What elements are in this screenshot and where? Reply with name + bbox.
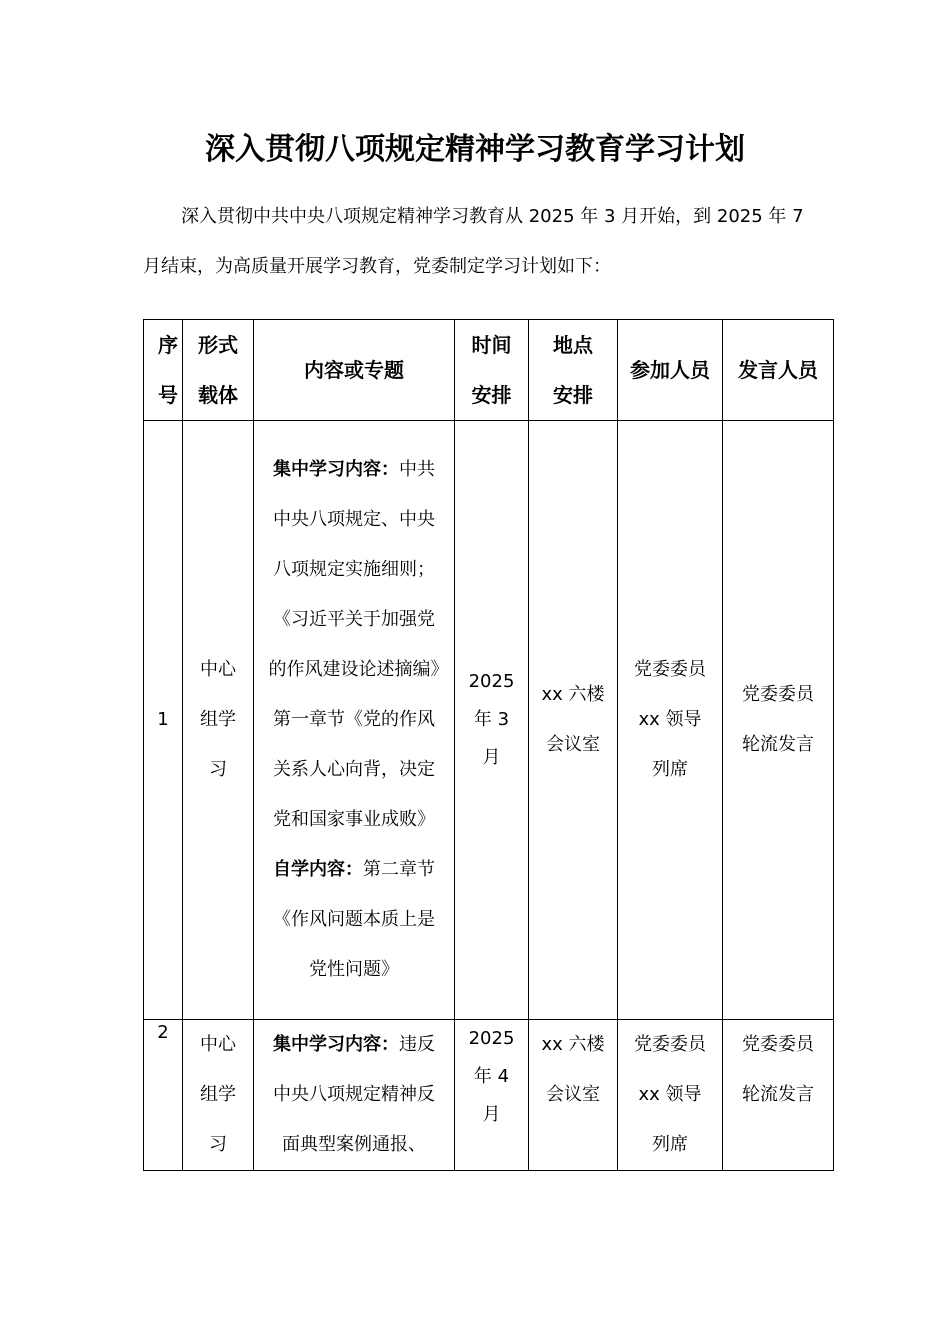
page-title: 深入贯彻八项规定精神学习教育学习计划 (205, 132, 745, 167)
header-time: 时间安排 (455, 320, 529, 421)
cell-speakers: 党委委员轮流发言 (723, 421, 834, 1020)
cell-place: xx 六楼会议室 (529, 1020, 618, 1171)
content-label-self: 自学内容： (273, 859, 363, 880)
content-text-focused: 违反中央八项规定精神反面典型案例通报、 (273, 1034, 435, 1155)
cell-no: 1 (144, 421, 183, 1020)
content-label-focused: 集中学习内容： (273, 459, 399, 480)
cell-time: 2025 年 3 月 (455, 421, 529, 1020)
cell-attendees: 党委委员 xx 领导列席 (618, 421, 723, 1020)
cell-time: 2025 年 4 月 (455, 1020, 529, 1171)
header-no: 序号 (144, 320, 183, 421)
header-content: 内容或专题 (254, 320, 455, 421)
cell-form: 中心组学习 (183, 1020, 254, 1171)
cell-form: 中心组学习 (183, 421, 254, 1020)
header-form: 形式载体 (183, 320, 254, 421)
content-label-focused: 集中学习内容： (273, 1034, 399, 1055)
header-place: 地点安排 (529, 320, 618, 421)
header-attendees: 参加人员 (618, 320, 723, 421)
cell-no: 2 (144, 1020, 183, 1171)
intro-paragraph: 深入贯彻中共中央八项规定精神学习教育从 2025 年 3 月开始，到 2025 年 7 月结束，为高质量开展学习教育，党委制定学习计划如下： (143, 206, 804, 277)
cell-content (254, 421, 455, 1020)
table-header-row (144, 320, 834, 421)
header-speakers: 发言人员 (723, 320, 834, 421)
cell-attendees: 党委委员 xx 领导列席 (618, 1020, 723, 1171)
cell-speakers: 党委委员轮流发言 (723, 1020, 834, 1171)
cell-content (254, 1020, 455, 1171)
content-text-self: 第二章节《作风问题本质上是党性问题》 (273, 859, 435, 980)
table-row (144, 421, 834, 1020)
content-text-focused: 中共中央八项规定、中央八项规定实施细则；《习近平关于加强党的作风建设论述摘编》第一章节《党的作风关系人心向背，决定党和国家事业成败》 (268, 459, 440, 830)
study-plan-table (143, 319, 834, 1171)
cell-place: xx 六楼会议室 (529, 421, 618, 1020)
table-row (144, 1020, 834, 1171)
